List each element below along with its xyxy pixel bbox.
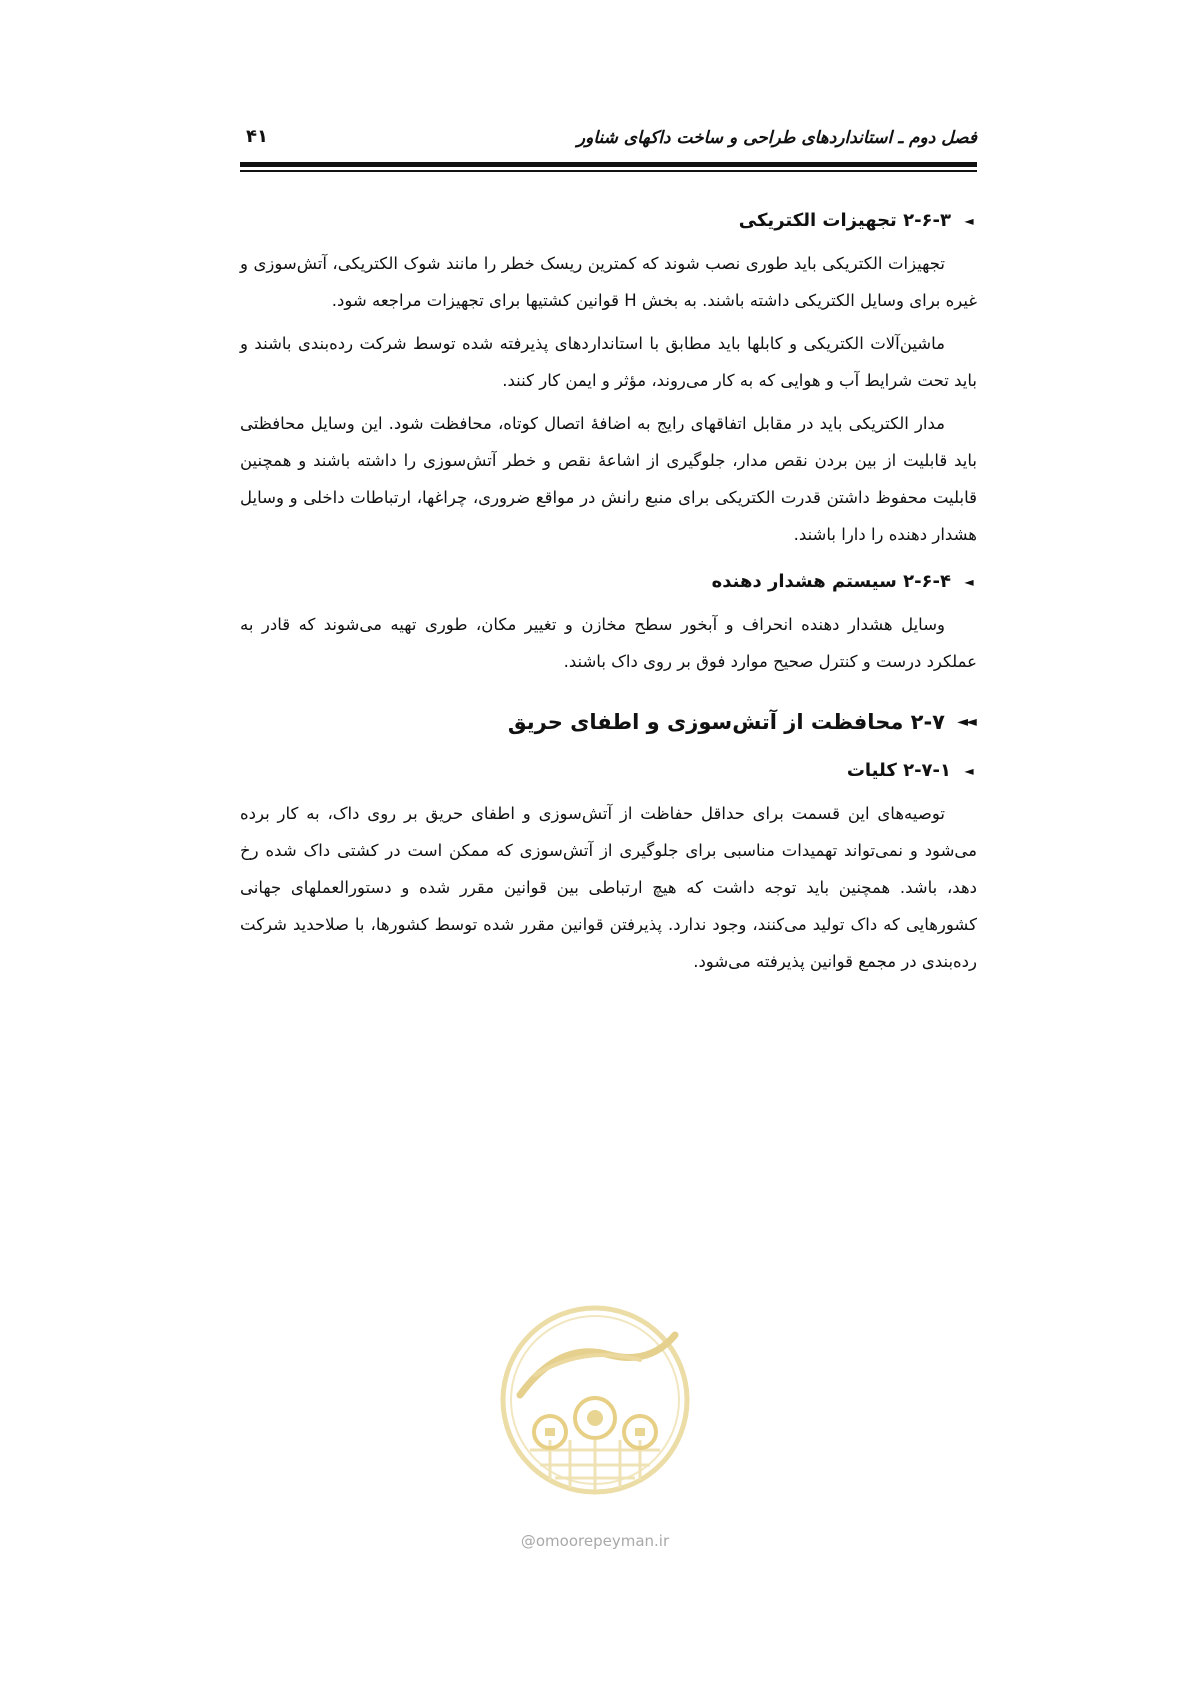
header-rule-thick xyxy=(240,162,977,167)
bullet-arrow-icon: ◄ xyxy=(964,763,974,778)
watermark-url: @omoorepeyman.ir xyxy=(520,1532,670,1550)
running-header xyxy=(240,128,977,158)
chapter-title: فصل دوم ـ استانداردهای طراحی و ساخت داکهای شناور xyxy=(576,128,977,148)
section-heading-text: ۲-۶-۳ تجهیزات الکتریکی xyxy=(738,210,951,231)
paragraph: مدار الکتریکی باید در مقابل اتفاقهای رایج به اضافهٔ اتصال کوتاه، محافظت شود. این وسایل محافظتی باید قابلیت از بین بردن نقص مدار، جلوگیری از اشاعهٔ نقص و خطر آتش‌سوزی را داشته باشند و همچنین قابلیت محفوظ داشتن قدرت الکتریکی برای منبع رانش در مواقع ضروری، چراغها، ارتباطات داخلی و وسایل هشدار دهنده را دارا باشند. xyxy=(240,414,977,544)
paragraph: تجهیزات الکتریکی باید طوری نصب شوند که کمترین ریسک خطر را مانند شوک الکتریکی، آتش‌سوزی و غیره برای وسایل الکتریکی داشته باشند. به بخش H قوانین کشتیها برای تجهیزات مراجعه شود. xyxy=(240,254,977,310)
bullet-arrow-icon: ◄ xyxy=(964,213,974,228)
paragraph: وسایل هشدار دهنده انحراف و آبخور سطح مخازن و تغییر مکان، طوری تهیه می‌شوند که قادر به عملکرد درست و کنترل صحیح موارد فوق بر روی داک باشند. xyxy=(240,615,977,671)
section-heading-text: ۲-۶-۴ سیستم هشدار دهنده xyxy=(711,571,951,592)
bullet-arrow-icon: ◄ xyxy=(964,574,974,589)
section-heading-fire-protection xyxy=(240,710,977,734)
section-heading-electrical xyxy=(240,210,977,231)
section-heading-alarm xyxy=(240,571,977,592)
section-heading-general xyxy=(240,760,977,781)
header-rule-thin xyxy=(240,170,977,172)
page-content xyxy=(240,210,977,986)
double-arrow-icon: ◄◄ xyxy=(957,714,975,730)
section-heading-text: ۲-۷-۱ کلیات xyxy=(846,760,951,781)
paragraph: توصیه‌های این قسمت برای حداقل حفاظت از آتش‌سوزی و اطفای حریق بر روی داک، به کار برده می‌شود و نمی‌تواند تهمیدات مناسبی برای جلوگیری از آتش‌سوزی که ممکن است در کشتی داک شده رخ دهد، باشد. همچنین باید توجه داشت که هیچ ارتباطی بین قوانین مقرر شده و دستورالعملهای جهانی کشورهایی که داک تولید می‌کنند، وجود ندارد. پذیرفتن قوانین مقرر شده توسط کشورها، با صلاحدید شرکت رده‌بندی در مجمع قوانین پذیرفته می‌شود. xyxy=(240,804,977,971)
section-heading-text: ۲-۷ محافظت از آتش‌سوزی و اطفای حریق xyxy=(507,710,945,734)
page-number: ۴۱ xyxy=(246,126,268,147)
paragraph: ماشین‌آلات الکتریکی و کابلها باید مطابق با استانداردهای پذیرفته شده توسط شرکت رده‌بندی باشند و باید تحت شرایط آب و هوایی که به کار می‌روند، مؤثر و ایمن کار کنند. xyxy=(240,334,977,390)
watermark-logo xyxy=(490,1300,700,1500)
